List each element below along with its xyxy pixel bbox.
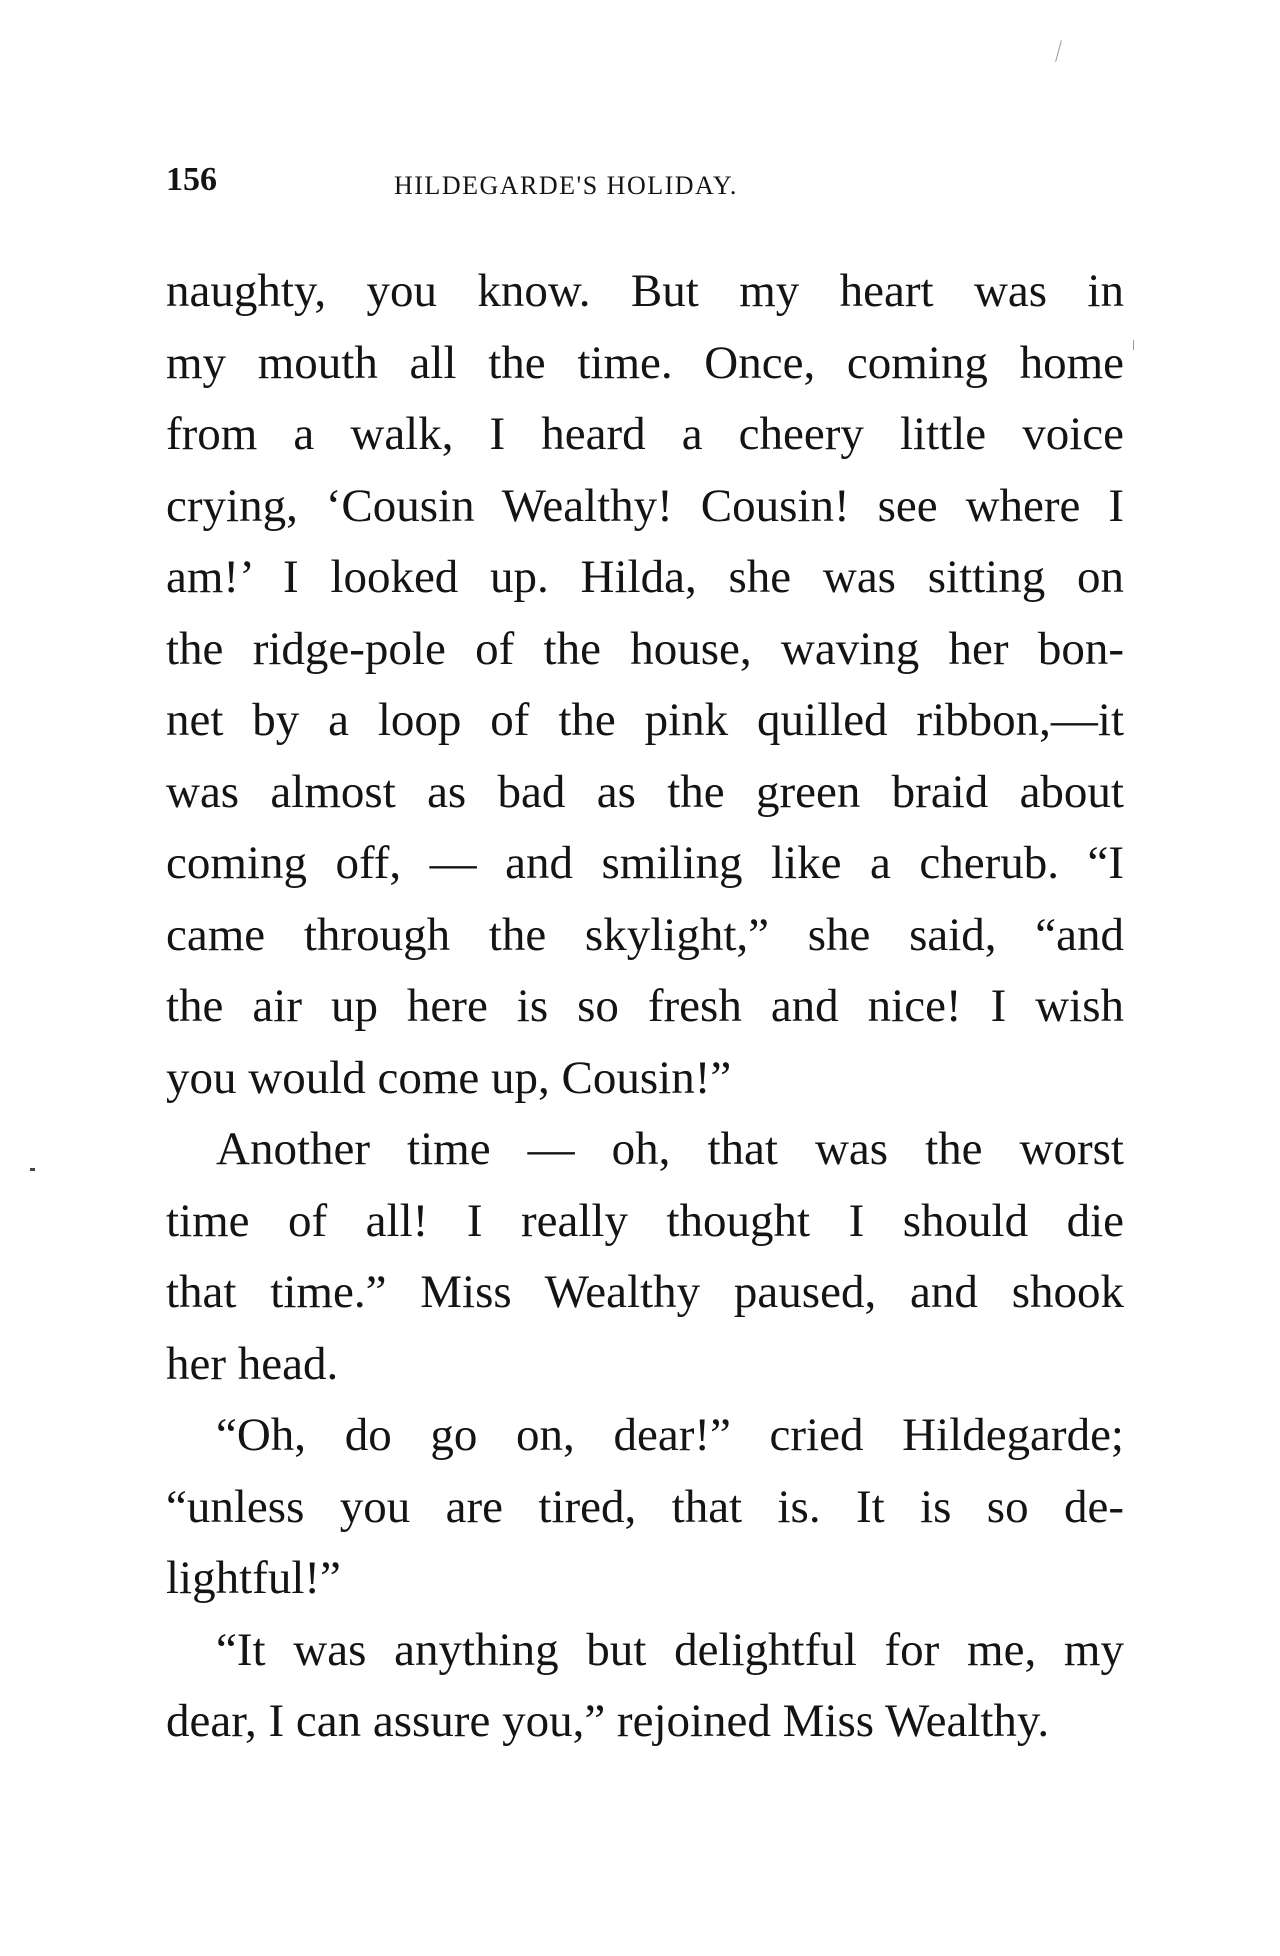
- text-line: that time.” Miss Wealthy paused, and shook: [166, 1266, 1124, 1318]
- text-line: “It was anything but delightful for me, my: [216, 1623, 1124, 1676]
- running-head: HILDEGARDE'S HOLIDAY.: [394, 171, 738, 200]
- text-line: coming off, — and smiling like a cherub. “I: [166, 837, 1124, 889]
- text-line: lightful!”: [166, 1552, 341, 1604]
- text-line: “Oh, do go on, dear!” cried Hildegarde;: [216, 1409, 1124, 1461]
- text-line: Another time — oh, that was the worst: [216, 1123, 1124, 1175]
- text-line: the air up here is so fresh and nice! I wish: [166, 980, 1124, 1032]
- body-text: [166, 256, 1124, 1758]
- text-line: net by a loop of the pink quilled ribbon,—it: [166, 694, 1124, 746]
- text-line: am!’ I looked up. Hilda, she was sitting on: [166, 551, 1124, 603]
- text-line: was almost as bad as the green braid about: [166, 765, 1124, 818]
- scan-speck: [1055, 40, 1062, 62]
- page-header: [166, 160, 1126, 210]
- text-line: my mouth all the time. Once, coming home: [166, 336, 1124, 389]
- text-line: naughty, you know. But my heart was in: [166, 265, 1124, 317]
- text-line: from a walk, I heard a cheery little voice: [166, 408, 1124, 460]
- page-number: 156: [166, 161, 217, 198]
- text-line: time of all! I really thought I should die: [166, 1194, 1124, 1247]
- scan-speck: [30, 1168, 35, 1171]
- text-line: her head.: [166, 1337, 339, 1390]
- text-line: crying, ‘Cousin Wealthy! Cousin! see where I: [166, 479, 1124, 532]
- text-line: came through the skylight,” she said, “and: [166, 908, 1124, 961]
- text-line: dear, I can assure you,” rejoined Miss Wealthy.: [166, 1695, 1050, 1747]
- scan-speck: [1133, 340, 1134, 350]
- text-line: the ridge-pole of the house, waving her bon-: [166, 622, 1124, 675]
- text-line: you would come up, Cousin!”: [166, 1051, 732, 1104]
- text-line: “unless you are tired, that is. It is so de-: [166, 1480, 1124, 1533]
